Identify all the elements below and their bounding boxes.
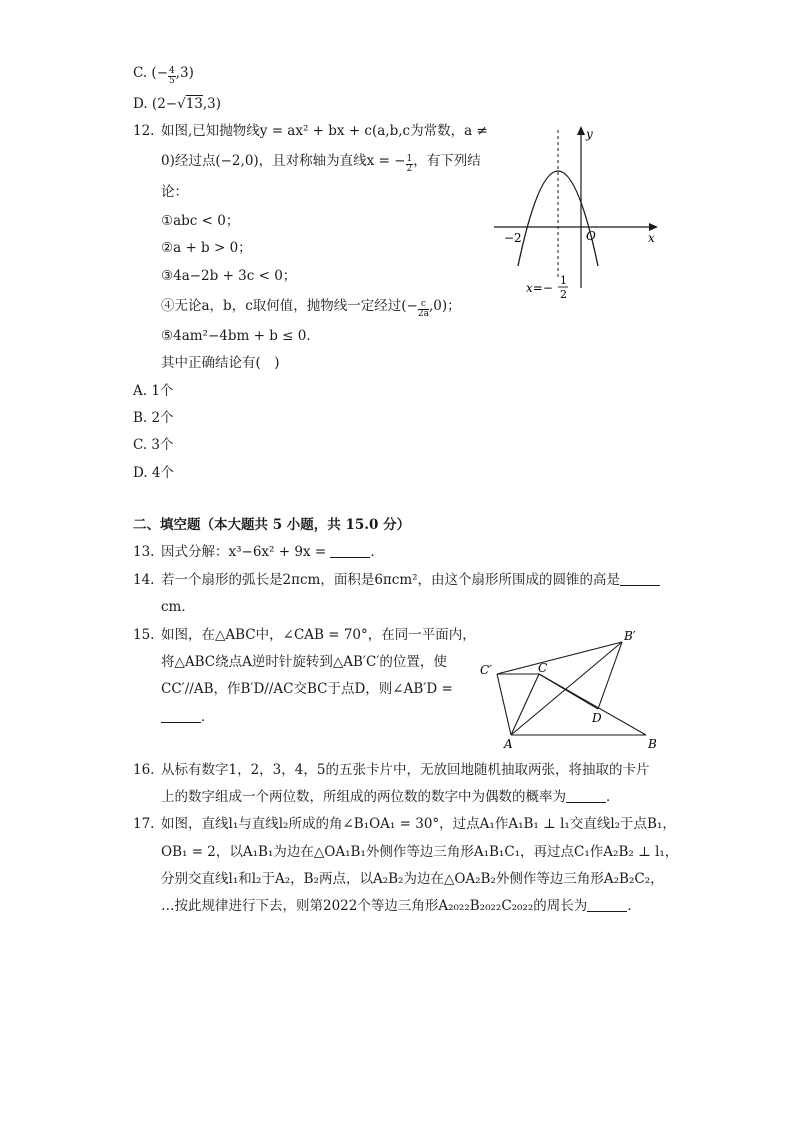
- answer-blank[interactable]: [587, 897, 627, 912]
- q12-statement-2: ②a + b > 0；: [161, 240, 252, 256]
- q12-statement-5: ⑤4am²−4bm + b ≤ 0．: [161, 328, 320, 344]
- symmetry-fraction-num: 1: [560, 274, 567, 287]
- q17-line4: …按此规律进行下去，则第2022个等边三角形A₂₀₂₂B₂₀₂₂C₂₀₂₂的周长为 ．: [161, 898, 641, 914]
- x-axis-label: x: [648, 231, 655, 245]
- q17-number: 17.: [133, 816, 155, 832]
- q12-ask: 其中正确结论有( ): [161, 355, 280, 371]
- q12-line1: 如图,已知抛物线y = ax² + bx + c(a,b,c为常数，a ≠: [161, 123, 488, 139]
- triangle-rotation-figure: [476, 622, 672, 752]
- minus-two-label: −2: [504, 231, 522, 245]
- q17-line1: 如图，直线l₁与直线l₂所成的角∠B₁OA₁ = 30°，过点A₁作A₁B₁ ⊥ l₁交直线l₂于点B₁，: [161, 816, 676, 832]
- point-d-label: D: [592, 711, 602, 725]
- q12-line2: 0)经过点(−2,0)，且对称轴为直线x = − $\frac{1}{2}$ ，有下列结: [161, 153, 481, 174]
- q12-option-c: C. 3个: [133, 437, 174, 453]
- parabola-figure: [488, 118, 668, 303]
- q12-statement-1: ①abc < 0；: [161, 213, 240, 229]
- point-b-prime-label: B′: [624, 629, 636, 643]
- q14-line2: cm．: [161, 599, 195, 615]
- q13-number: 13.: [133, 544, 155, 560]
- q12-option-d: D. 4个: [133, 465, 175, 481]
- q14-number: 14.: [133, 572, 155, 588]
- origin-label: O: [586, 229, 596, 243]
- option-c: C. (− $\frac{4}{5}$ ,3): [133, 65, 194, 86]
- q16-number: 16.: [133, 762, 155, 778]
- point-c-label: C: [538, 661, 548, 675]
- q12-statement-3: ③4a−2b + 3c < 0；: [161, 268, 297, 284]
- q16-line2: 上的数字组成一个两位数，所组成的两位数的数字中为偶数的概率为 ．: [161, 789, 620, 805]
- point-a-label: A: [504, 737, 513, 751]
- q13-text: 因式分解：x³−6x² + 9x = ．: [161, 544, 384, 560]
- fraction: $\frac{1}{2}$: [406, 154, 413, 174]
- fraction: $\frac{c}{2a}$: [417, 299, 429, 319]
- option-d: D. (2−√13,3): [133, 96, 222, 112]
- q15-line3: CC′//AB，作B′D//AC交BC于点D，则∠AB′D =: [161, 681, 453, 697]
- q15-line2: 将△ABC绕点A逆时针旋转到△AB′C′的位置，使: [161, 654, 447, 670]
- answer-blank[interactable]: [620, 571, 660, 586]
- q15-number: 15.: [133, 627, 155, 643]
- answer-blank[interactable]: [566, 788, 606, 803]
- answer-blank[interactable]: [330, 543, 370, 558]
- q15-line1: 如图，在△ABC中，∠CAB = 70°，在同一平面内，: [161, 627, 476, 643]
- answer-blank[interactable]: [161, 708, 201, 723]
- symmetry-axis-label: x=−: [526, 281, 553, 295]
- q12-option-a: A. 1个: [133, 383, 174, 399]
- q16-line1: 从标有数字1，2，3，4，5的五张卡片中，无放回地随机抽取两张，将抽取的卡片: [161, 762, 650, 778]
- q12-statement-4: ④无论a，b，c取何值，抛物线一定经过(− $\frac{c}{2a}$ ,0)；: [161, 298, 461, 319]
- section-title: 二、填空题（本大题共 5 小题，共 15.0 分）: [133, 517, 411, 533]
- fraction: $\frac{4}{5}$: [169, 66, 175, 86]
- symmetry-fraction-den: 2: [560, 288, 567, 301]
- q12-option-b: B. 2个: [133, 410, 174, 426]
- q12-number: 12.: [133, 123, 155, 139]
- point-b-label: B: [648, 737, 657, 751]
- q17-line2: OB₁ = 2，以A₁B₁为边在△OA₁B₁外侧作等边三角形A₁B₁C₁，再过点C₁作A₂B₂ ⊥ l₁，: [161, 844, 679, 860]
- q12-line3: 论：: [161, 184, 188, 200]
- y-axis-label: y: [586, 127, 593, 141]
- q17-line3: 分别交直线l₁和l₂于A₂，B₂两点，以A₂B₂为边在△OA₂B₂外侧作等边三角形A₂B₂C₂，: [161, 871, 664, 887]
- q14-text: 若一个扇形的弧长是2πcm，面积是6πcm²，由这个扇形所围成的圆锥的高是: [161, 571, 660, 589]
- q15-line4: ．: [161, 708, 215, 726]
- point-c-prime-label: C′: [480, 663, 492, 677]
